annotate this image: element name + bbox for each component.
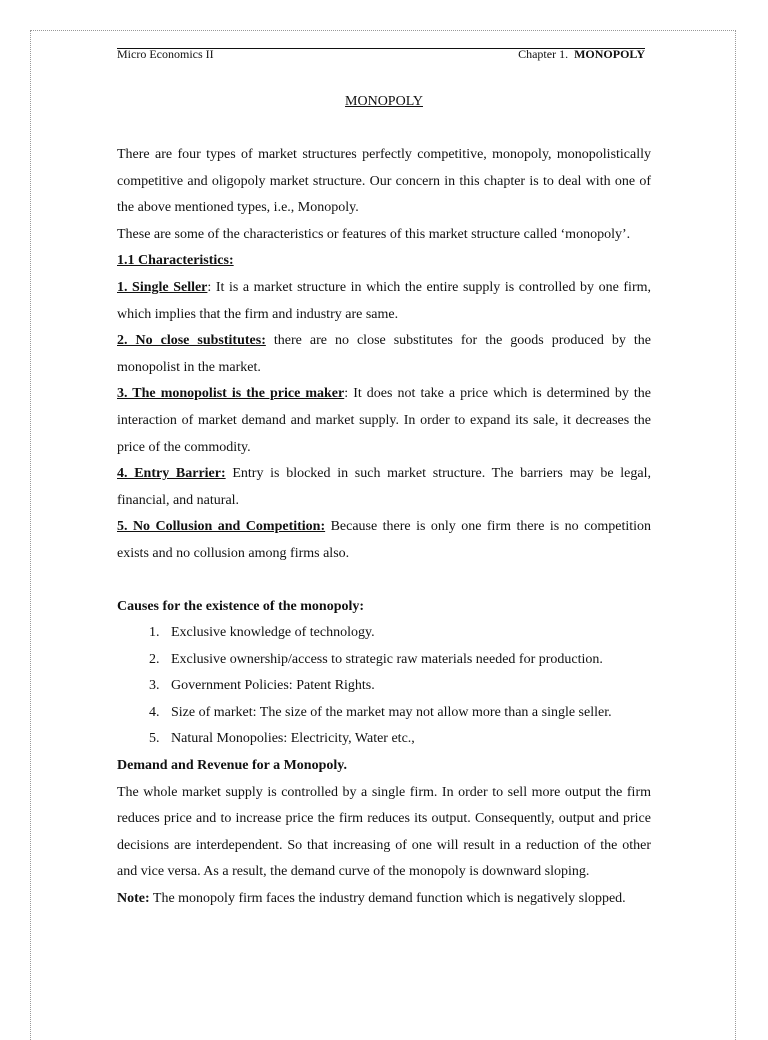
list-item: 3. Government Policies: Patent Rights.	[163, 673, 651, 700]
causes-list	[117, 620, 651, 753]
list-item: 5. Natural Monopolies: Electricity, Water etc.,	[163, 726, 651, 753]
characteristics-heading: 1.1 Characteristics:	[117, 253, 234, 269]
causes-heading: Causes for the existence of the monopoly:	[117, 598, 365, 614]
list-item: 4. Size of market: The size of the market may not allow more than a single seller.	[163, 700, 651, 727]
chapter-number: Chapter 1.	[518, 47, 569, 61]
document-body	[117, 142, 651, 913]
intro-paragraph-2: These are some of the characteristics or features of this market structure called ‘monopoly’.	[117, 226, 631, 242]
list-item: 1. Exclusive knowledge of technology.	[163, 620, 651, 647]
chapter-label	[518, 47, 645, 61]
characteristic-item: 4. Entry Barrier: Entry is blocked in such market structure. The barriers may be legal, financial, and natural.	[117, 466, 652, 508]
chapter-title: MONOPOLY	[574, 47, 645, 61]
running-header	[117, 47, 645, 61]
course-name: Micro Economics II	[117, 47, 214, 61]
characteristic-item: 2. No close substitutes: there are no close substitutes for the goods produced by the monopolist in the market.	[117, 333, 651, 375]
characteristic-item: 1. Single Seller: It is a market structure in which the entire supply is controlled by one firm, which implies that the firm and industry are same.	[117, 279, 651, 322]
intro-paragraph-1: There are four types of market structures perfectly competitive, monopoly, monopolistically competitive and oligopoly market structure. Our concern in this chapter is to deal with one of the above mentioned types, i.e., Monopoly.	[117, 147, 651, 216]
demand-heading: Demand and Revenue for a Monopoly.	[117, 758, 347, 774]
note-label: Note:	[117, 891, 150, 907]
demand-paragraph: The whole market supply is controlled by a single firm. In order to sell more output the firm reduces price and to increase price the firm reduces its output. Consequently, output and price decisions are interdependent. So that increasing of one will result in a reduction of the other and vice versa. As a result, the demand curve of the monopoly is downward sloping.	[117, 784, 651, 880]
list-item: 2. Exclusive ownership/access to strategic raw materials needed for production.	[163, 647, 651, 674]
note-paragraph: Note: The monopoly firm faces the industry demand function which is negatively slopped.	[117, 891, 626, 907]
characteristic-item: 5. No Collusion and Competition: Because there is only one firm there is no competition exists and no collusion among firms also.	[117, 519, 652, 561]
characteristic-item: 3. The monopolist is the price maker: It does not take a price which is determined by the interaction of market demand and market supply. In order to expand its sale, it decreases the price of the commodity.	[117, 386, 651, 455]
page-title: MONOPOLY	[345, 94, 423, 109]
